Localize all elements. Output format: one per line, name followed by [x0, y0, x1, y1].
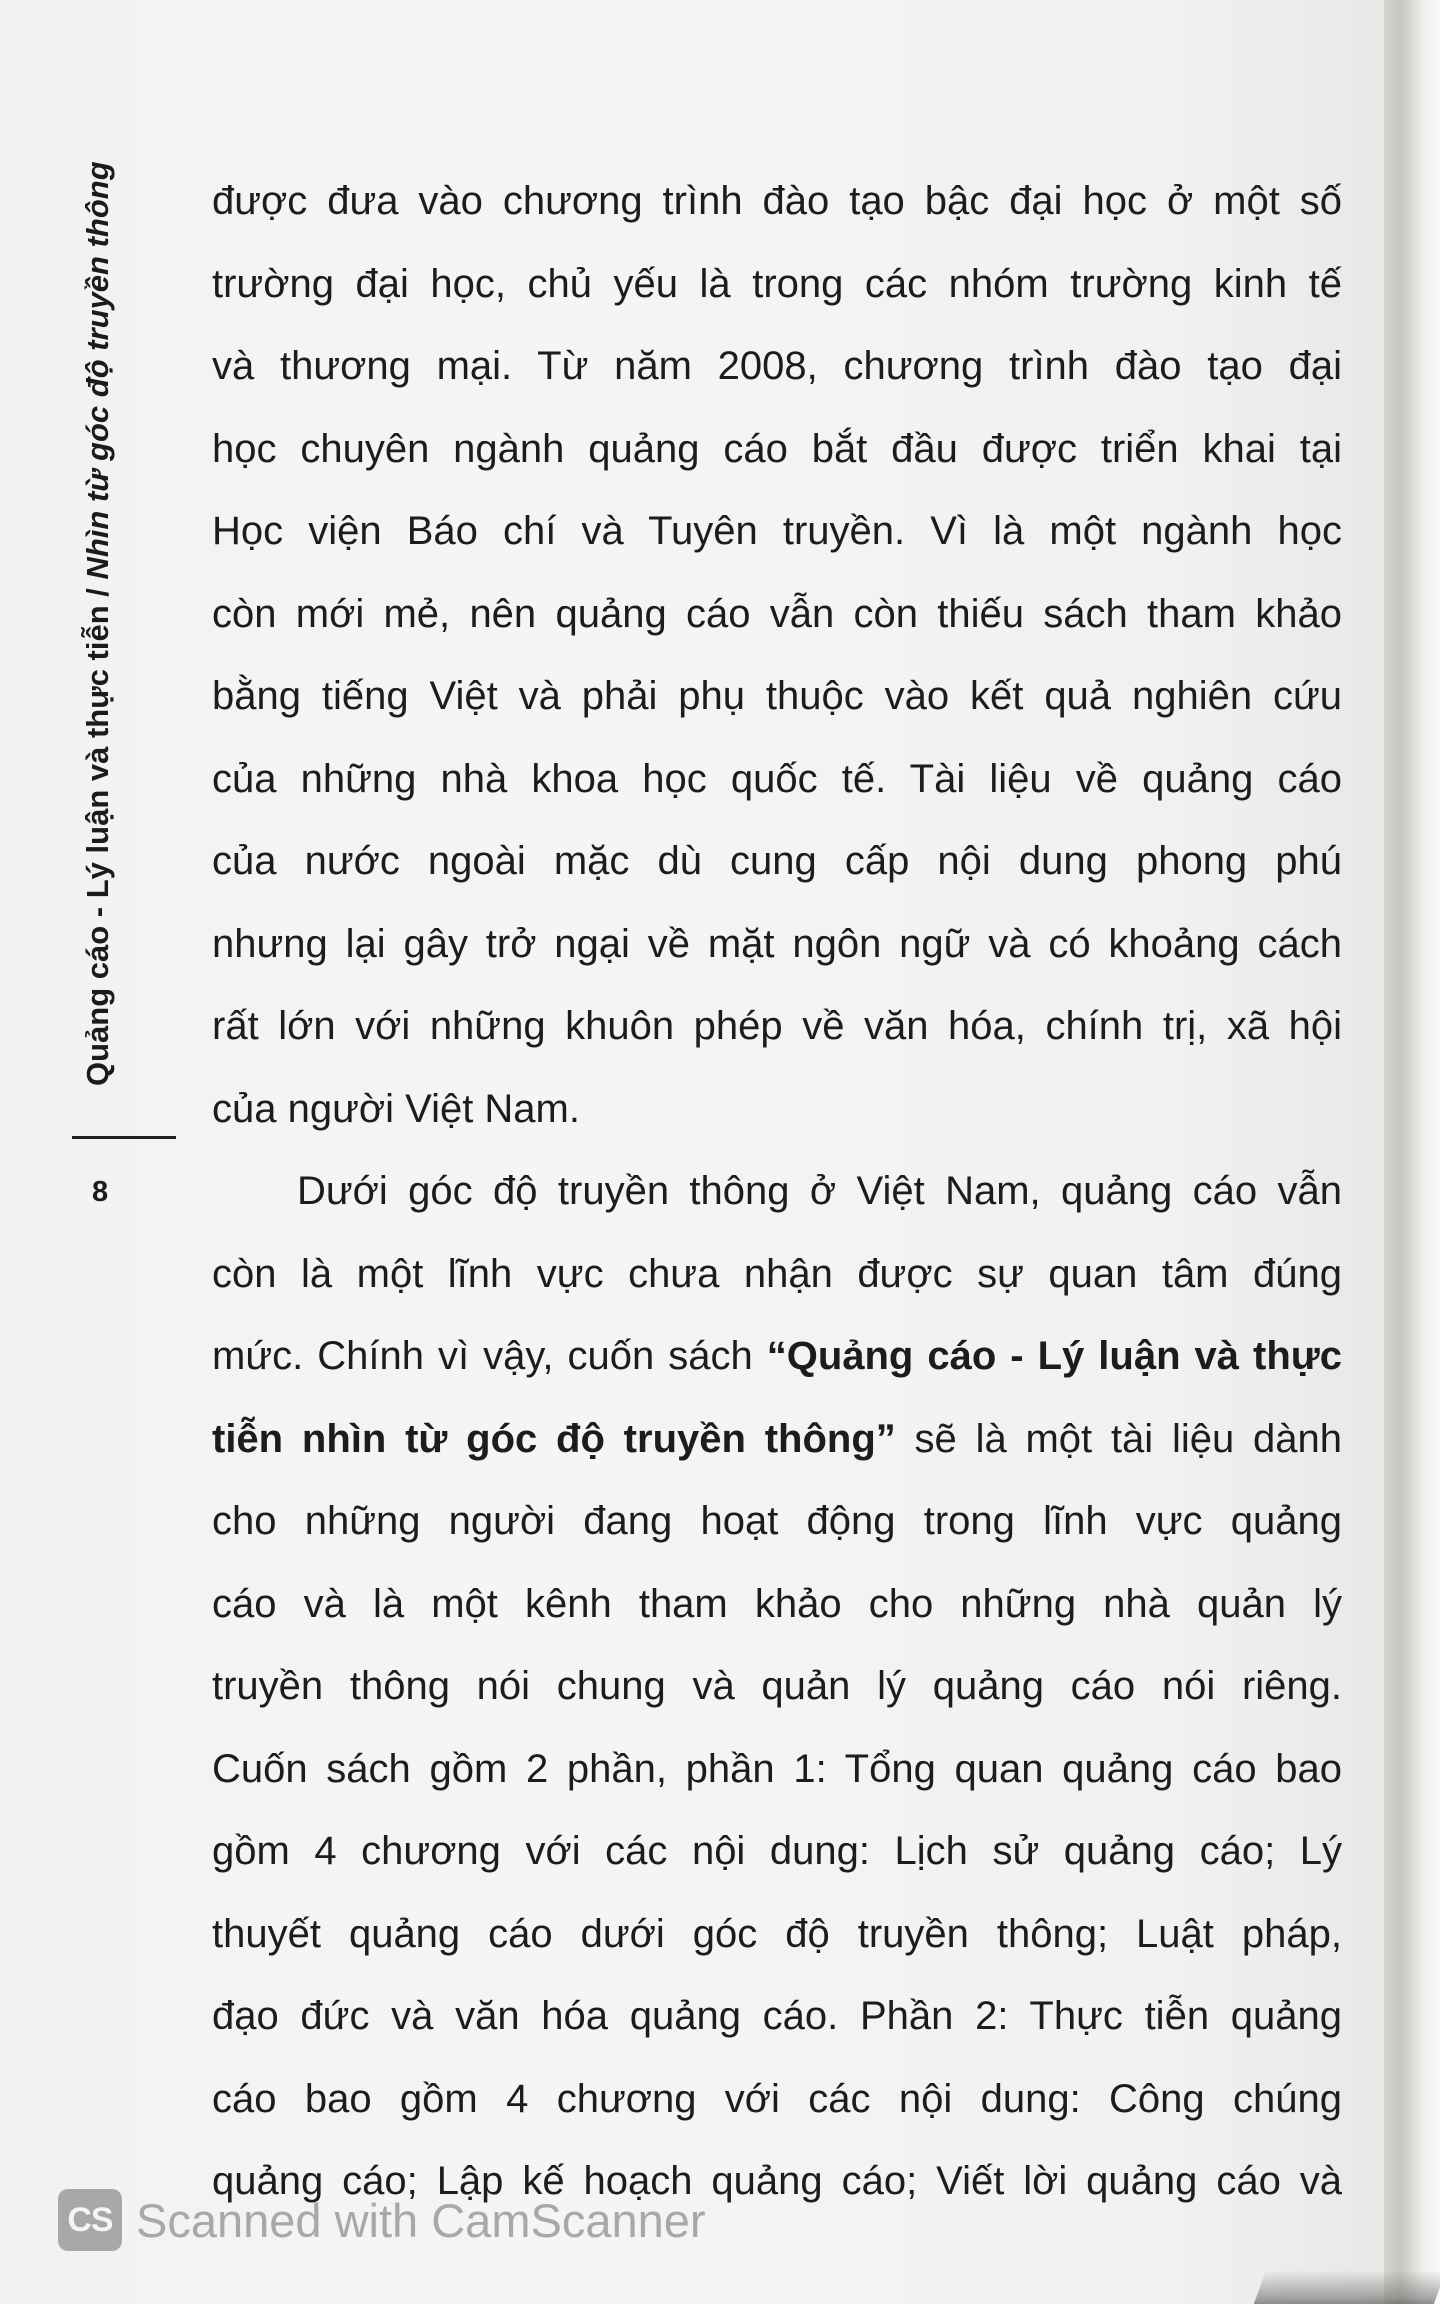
text-line: Cuốn sách gồm 2 phần, phần 1: Tổng quan quảng cáo bao	[212, 1746, 1342, 1791]
text-line: của những nhà khoa học quốc tế. Tài liệu về quảng cáo	[212, 756, 1342, 801]
text-line: cáo bao gồm 4 chương với các nội dung: Công chúng	[212, 2076, 1342, 2121]
page-number: 8	[92, 1176, 109, 1208]
camscanner-logo-icon: CS	[58, 2189, 122, 2251]
text-line: còn là một lĩnh vực chưa nhận được sự quan tâm đúng	[212, 1251, 1342, 1296]
text-run: sẽ là một tài liệu dành	[895, 1416, 1342, 1461]
page-number-rule	[72, 1136, 176, 1139]
body-text	[212, 160, 1342, 2223]
book-title-run: tiễn nhìn từ góc độ truyền thông”	[212, 1416, 896, 1461]
text-line: và thương mại. Từ năm 2008, chương trình đào tạo đại	[212, 344, 1342, 388]
text-line: được đưa vào chương trình đào tạo bậc đại học ở một số	[212, 179, 1342, 223]
text-line: Dưới góc độ truyền thông ở Việt Nam, quảng cáo vẫn	[297, 1169, 1342, 1213]
text-line: cho những người đang hoạt động trong lĩnh vực quảng	[212, 1499, 1342, 1543]
text-line: học chuyên ngành quảng cáo bắt đầu được triển khai tại	[212, 426, 1342, 471]
text-line: của nước ngoài mặc dù cung cấp nội dung phong phú	[212, 839, 1342, 883]
text-line: rất lớn với những khuôn phép về văn hóa, chính trị, xã hội	[212, 1004, 1342, 1048]
text-line: Học viện Báo chí và Tuyên truyền. Vì là một ngành học	[212, 509, 1342, 553]
text-line: bằng tiếng Việt và phải phụ thuộc vào kết quả nghiên cứu	[212, 674, 1342, 718]
text-line: gồm 4 chương với các nội dung: Lịch sử quảng cáo; Lý	[212, 1829, 1342, 1873]
text-line: thuyết quảng cáo dưới góc độ truyền thông; Luật pháp,	[212, 1911, 1342, 1956]
running-head-subtitle: Nhìn từ góc độ truyền thông	[80, 161, 115, 580]
text-line-mixed	[212, 1315, 1342, 1398]
text-line: truyền thông nói chung và quản lý quảng cáo nói riêng.	[212, 1664, 1342, 1708]
text-line: đạo đức và văn hóa quảng cáo. Phần 2: Thực tiễn quảng	[212, 1994, 1342, 2038]
running-head-title: Quảng cáo - Lý luận và thực tiễn /	[80, 579, 115, 1086]
camscanner-watermark	[58, 2188, 706, 2252]
page-corner-shadow	[1254, 2270, 1440, 2304]
text-line: còn mới mẻ, nên quảng cáo vẫn còn thiếu sách tham khảo	[212, 591, 1342, 636]
text-line: quảng cáo; Lập kế hoạch quảng cáo; Viết lời quảng cáo và	[212, 2159, 1342, 2203]
text-run: mức. Chính vì vậy, cuốn sách	[212, 1334, 767, 1378]
text-line-mixed	[212, 1398, 1342, 1481]
text-line: cáo và là một kênh tham khảo cho những nhà quản lý	[212, 1581, 1342, 1626]
text-line: nhưng lại gây trở ngại về mặt ngôn ngữ và có khoảng cách	[212, 921, 1342, 966]
text-line: của người Việt Nam.	[212, 1086, 580, 1131]
watermark-text: Scanned with CamScanner	[136, 2193, 706, 2247]
book-title-run: “Quảng cáo - Lý luận và thực	[766, 1334, 1342, 1378]
text-line: trường đại học, chủ yếu là trong các nhóm trường kinh tế	[212, 261, 1342, 306]
page-edge-shadow	[1384, 0, 1440, 2304]
